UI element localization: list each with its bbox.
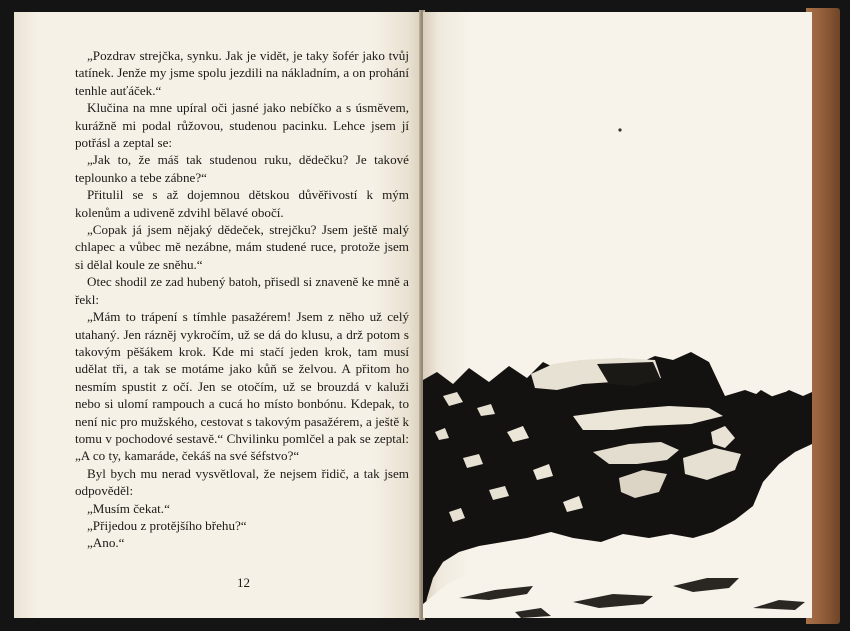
paragraph: Přitulil se s až dojemnou dětskou důvěřivostí k mým kolenům a udiveně zdvihl bělavé obočí. xyxy=(75,187,409,220)
paragraph: „Přijedou z protějšího břehu?“ xyxy=(87,517,247,533)
paragraph: Otec shodil ze zad hubený batoh, přisedl si znaveně ke mně a řekl: xyxy=(75,274,409,307)
body-text xyxy=(75,47,409,552)
paragraph: „Mám to trápení s tímhle pasažérem! Jsem z něho už celý utahaný. Jen rázněj vykročím, už se dá do klusu, a drž potom s takovým pěšákem krok. Kde mi stačí jeden krok, tam musí udělat tři, a tak se motáme jako kůň se želvou. A přitom ho nesmím spustit z očí. Jen se otočím, už se brouzdá v kaluži nebo si ulomí rampouch a cucá ho místo bonbónu. Kdepak, to není nic pro mužského, cestovat s takovým pasažérem, a ještě k tomu v pochodové sestavě.“ Chvilinku pomlčel a pak se zeptal: „A co ty, kamaráde, čekáš na své šéfstvo?“ xyxy=(75,309,409,464)
page-number: 12 xyxy=(237,575,250,590)
paragraph: „Ano.“ xyxy=(87,535,125,551)
paragraph: Klučina na mne upíral oči jasné jako nebíčko a s úsměvem, kurážně mi podal růžovou, studenou pacinku. Lehce jsem jí potřásl a zeptal se: xyxy=(75,100,409,151)
truck-in-snow-illustration xyxy=(423,12,812,618)
paragraph: „Jak to, že máš tak studenou ruku, dědečku? Je takové teplounko a tebe zábne?“ xyxy=(75,152,409,185)
paragraph: „Copak já jsem nějaký dědeček, strejčku? Jsem ještě malý chlapec a vůbec mě nezábne, mám studené ruce, protože jsem si dělal koule ze sněhu.“ xyxy=(75,222,409,272)
paragraph: Byl bych mu nerad vysvětloval, že nejsem řidič, a tak jsem odpověděl: xyxy=(75,465,409,499)
paragraph: „Musím čekat.“ xyxy=(87,500,170,516)
right-page xyxy=(423,12,812,618)
paragraph: „Pozdrav strejčka, synku. Jak je vidět, je taky šofér jako tvůj tatínek. Jenže my jsme spolu jezdili na nákladním, a on prohání tenhle auťáček.“ xyxy=(75,48,409,98)
left-page xyxy=(14,12,421,618)
